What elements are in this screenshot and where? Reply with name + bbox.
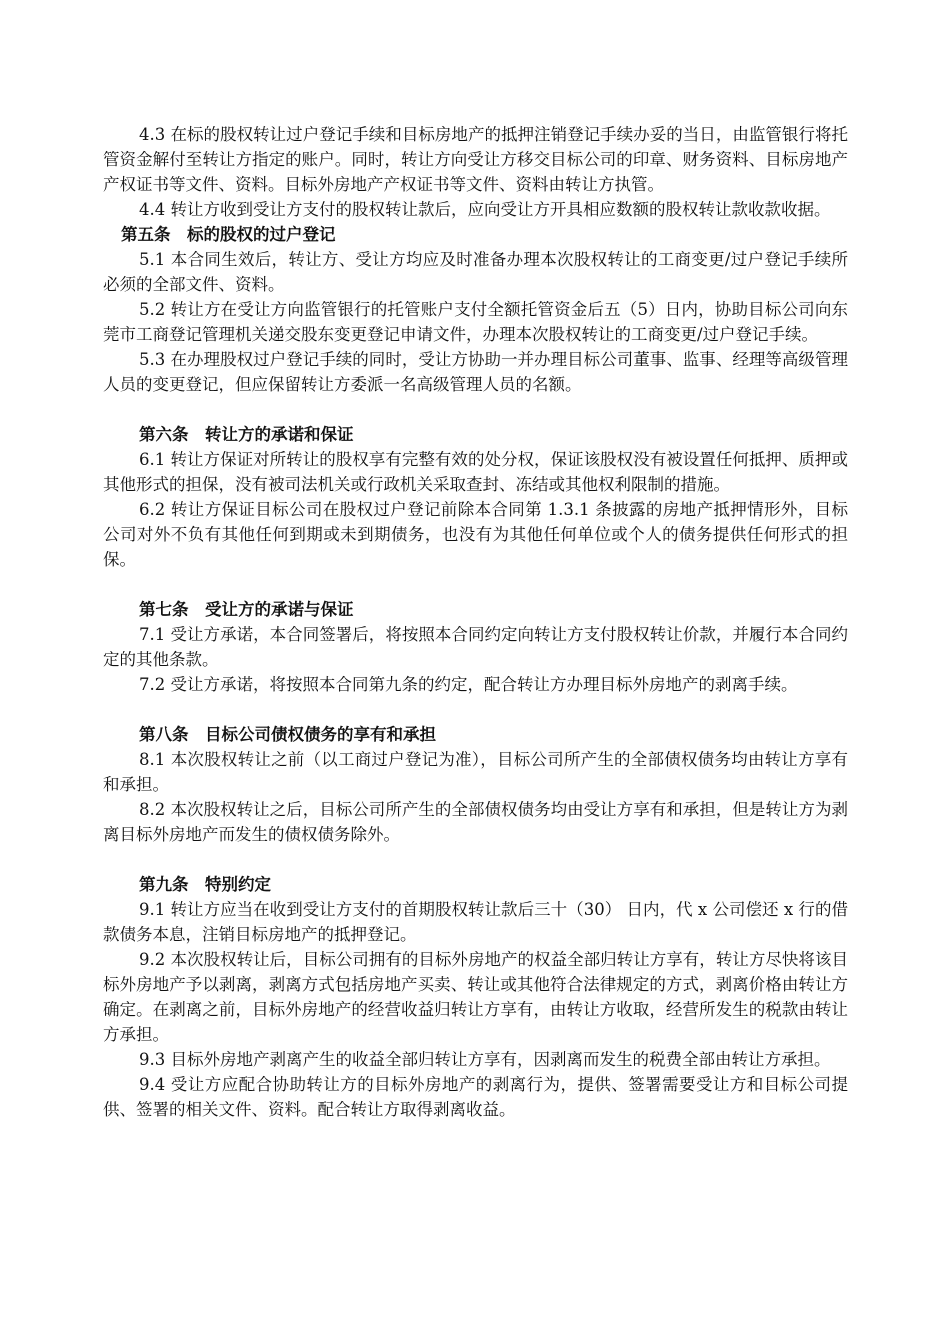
clause-4-4: 4.4 转让方收到受让方支付的股权转让款后，应向受让方开具相应数额的股权转让款收款收据。 xyxy=(139,200,831,219)
clause-9-4: 9.4 受让方应配合协助转让方的目标外房地产的剥离行为，提供、签署需要受让方和目标公司提供、签署的相关文件、资料。配合转让方取得剥离收益。 xyxy=(103,1075,848,1119)
clause-9-1: 9.1 转让方应当在收到受让方支付的首期股权转让款后三十（30） 日内，代 x 公司偿还 x 行的借款债务本息，注销目标房地产的抵押登记。 xyxy=(103,900,848,944)
clause-7-2: 7.2 受让方承诺，将按照本合同第九条的约定，配合转让方办理目标外房地产的剥离手续。 xyxy=(139,675,798,694)
spacer xyxy=(103,697,848,722)
article-7-heading: 第七条 受让方的承诺与保证 xyxy=(139,600,354,619)
clause-8-2: 8.2 本次股权转让之后，目标公司所产生的全部债权债务均由受让方享有和承担，但是转让方为剥离目标外房地产而发生的债权债务除外。 xyxy=(103,800,848,844)
spacer xyxy=(103,397,848,422)
article-9-heading: 第九条 特别约定 xyxy=(139,875,271,894)
clause-6-1: 6.1 转让方保证对所转让的股权享有完整有效的处分权，保证该股权没有被设置任何抵押、质押或其他形式的担保，没有被司法机关或行政机关采取查封、冻结或其他权利限制的措施。 xyxy=(103,450,848,494)
spacer xyxy=(103,572,848,597)
article-6-heading: 第六条 转让方的承诺和保证 xyxy=(139,425,354,444)
clause-7-1: 7.1 受让方承诺，本合同签署后，将按照本合同约定向转让方支付股权转让价款，并履行本合同约定的其他条款。 xyxy=(103,625,848,669)
clause-4-3: 4.3 在标的股权转让过户登记手续和目标房地产的抵押注销登记手续办妥的当日，由监管银行将托管资金解付至转让方指定的账户。同时，转让方向受让方移交目标公司的印章、财务资料、目标房地产产权证书等文件、资料。目标外房地产产权证书等文件、资料由转让方执管。 xyxy=(103,125,848,194)
article-8-heading: 第八条 目标公司债权债务的享有和承担 xyxy=(139,725,436,744)
clause-9-2: 9.2 本次股权转让后，目标公司拥有的目标外房地产的权益全部归转让方享有，转让方尽快将该目标外房地产予以剥离，剥离方式包括房地产买卖、转让或其他符合法律规定的方式，剥离价格由转让方确定。在剥离之前，目标外房地产的经营收益归转让方享有，由转让方收取，经营所发生的税款由转让方承担。 xyxy=(103,950,848,1044)
document-page xyxy=(103,122,848,1122)
spacer xyxy=(103,847,848,872)
article-5-heading: 第五条 标的股权的过户登记 xyxy=(121,225,336,244)
clause-5-3: 5.3 在办理股权过户登记手续的同时，受让方协助一并办理目标公司董事、监事、经理等高级管理人员的变更登记，但应保留转让方委派一名高级管理人员的名额。 xyxy=(103,350,848,394)
clause-6-2: 6.2 转让方保证目标公司在股权过户登记前除本合同第 1.3.1 条披露的房地产抵押情形外，目标公司对外不负有其他任何到期或未到期债务，也没有为其他任何单位或个人的债务提供任何形式的担保。 xyxy=(103,500,848,569)
clause-5-2: 5.2 转让方在受让方向监管银行的托管账户支付全额托管资金后五（5）日内，协助目标公司向东莞市工商登记管理机关递交股东变更登记申请文件，办理本次股权转让的工商变更/过户登记手续。 xyxy=(103,300,848,344)
clause-5-1: 5.1 本合同生效后，转让方、受让方均应及时准备办理本次股权转让的工商变更/过户登记手续所必须的全部文件、资料。 xyxy=(103,250,848,294)
clause-8-1: 8.1 本次股权转让之前（以工商过户登记为准），目标公司所产生的全部债权债务均由转让方享有和承担。 xyxy=(103,750,848,794)
clause-9-3: 9.3 目标外房地产剥离产生的收益全部归转让方享有，因剥离而发生的税费全部由转让方承担。 xyxy=(139,1050,831,1069)
